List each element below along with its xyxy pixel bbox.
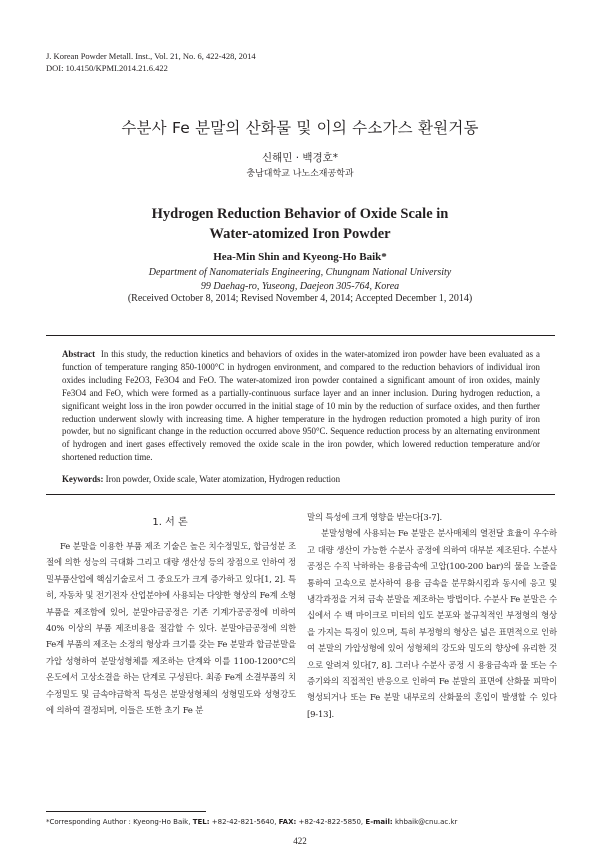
footnote-fax: +82-42-822-5850,	[298, 818, 364, 826]
footnote-rule	[46, 811, 206, 812]
title-english-line2: Water-atomized Iron Powder	[209, 226, 391, 242]
affiliation-korean: 충남대학교 나노소재공학과	[246, 169, 354, 179]
footnote-label: *Corresponding Author :	[46, 818, 131, 826]
page-number: 422	[293, 836, 307, 846]
footnote-email[interactable]: khbaik@cnu.ac.kr	[394, 818, 458, 826]
journal-citation: J. Korean Powder Metall. Inst., Vol. 21, No. 6, 422-428, 2014	[46, 51, 256, 61]
authors-korean: 신해민 · 백경호*	[261, 152, 339, 164]
corresponding-author-footnote	[46, 818, 457, 826]
authors-english: Hea-Min Shin and Kyeong-Ho Baik*	[213, 251, 387, 263]
affiliation-english-line2: 99 Daehag-ro, Yuseong, Daejeon 305-764, Korea	[200, 281, 400, 292]
body-column-right	[307, 509, 557, 722]
abstract-top-rule	[46, 335, 555, 336]
footnote-fax-label: FAX:	[278, 818, 297, 826]
keywords	[62, 474, 540, 484]
right-paragraph-2: 분말성형에 사용되는 Fe 분말은 분사매체의 열전달 효율이 우수하고 대량 생산이 가능한 수분사 공정에 의하여 대부분 제조된다. 수분사 공정은 수직 낙하하는 용융금속에 고압(100-200 bar)의 물을 노즐을 통하여 고속으로 분사하여 용융 금속을 분무화시킴과 동시에 응고 및 냉각과정을 거쳐 금속 분말을 제조하는 방법이다. 수분사 Fe 분말은 수 십에서 수 백 마이크로 미터의 입도 분포와 불규칙적인 부정형의 형상을 가지는 특징이 있으며, 특히 부정형의 형상은 넓은 표면적으로 인하여 분말의 가압성형에 있어 성형체의 강도와 밀도의 향상에 유리한 것으로 알려져 있다[7, 8]. 그러나 수분사 공정 시 용융금속과 물 또는 수증기와의 직접적인 반응으로 인하여 Fe 분말의 표면에 산화물 피막이 형성되거나 또는 Fe 분말 내부로의 산화물의 혼입이 발생할 수 있다[9-13].	[307, 528, 557, 719]
title-english	[0, 204, 600, 244]
affiliation-english	[0, 266, 600, 294]
journal-doi: DOI: 10.4150/KPMI.2014.21.6.422	[46, 62, 168, 73]
keywords-label: Keywords:	[62, 474, 104, 484]
title-english-line1: Hydrogen Reduction Behavior of Oxide Scale in	[151, 206, 449, 222]
section-heading-introduction: 1. 서 론	[152, 517, 188, 528]
affiliation-english-line1: Department of Nanomaterials Engineering, Chungnam National University	[148, 267, 452, 278]
abstract-bottom-rule	[46, 494, 555, 495]
received-dates: (Received October 8, 2014; Revised November 4, 2014; Accepted December 1, 2014)	[127, 293, 473, 304]
footnote-tel-label: TEL:	[192, 818, 210, 826]
body-column-left	[46, 538, 296, 718]
keywords-text: Iron powder, Oxide scale, Water atomization, Hydrogen reduction	[105, 474, 341, 484]
abstract-text: In this study, the reduction kinetics and behaviors of oxides in the water-atomized iron powder have been evaluated as a function of temperature ranging 850-1000°C in hydrogen environment, and compared to the reduction behaviors of individual iron oxides including Fe2O3, Fe3O4 and FeO. The water-atomized iron powder contained a significant amount of iron oxides, mainly Fe3O4 and FeO, which were formed as a partially-continuous surface layer and an inner inclusion. During hydrogen reduction, a significant weight loss in the iron powder occurred in the initial stage of 10 min by the reduction of surface oxides, and then further reduction underwent slowly with increasing time. A higher temperature in the hydrogen reduction promoted a high purity of iron powder, but no significant change in the reduction occurred above 950°C. Sequence reduction process by an alternating environment of hydrogen and inert gases effectively removed the oxide scale in the iron powder, which lowered reduction temperature and/or shortened reduction time.	[62, 349, 540, 463]
footnote-email-label: E-mail:	[365, 818, 393, 826]
abstract	[62, 348, 540, 464]
abstract-label: Abstract	[62, 349, 96, 359]
title-korean: 수분사 Fe 분말의 산화물 및 이의 수소가스 환원거동	[121, 119, 479, 137]
footnote-name: Kyeong-Ho Baik,	[133, 818, 191, 826]
left-paragraph-1: Fe 분말을 이용한 부품 제조 기술은 높은 치수정밀도, 합금성분 조절에 의한 성능의 극대화 그리고 대량 생산성 등의 장점으로 인하여 정밀부품산업에 핵심기술로서 그 중요도가 크게 증가하고 있다[1, 2]. 특히, 자동차 및 전기전자 산업분야에 사용되는 다양한 형상의 Fe계 소형 부품을 제조함에 있어, 분말야금공정은 기존 기계가공공정에 비하여 40% 이상의 부품 제조비용을 절감할 수 있다. 분말야금공정에 의한 Fe계 부품의 제조는 소정의 형상과 크기를 갖는 Fe 분말과 합금분말을 가압 성형하여 분말성형체를 제조하는 단계와 이를 1100-1200°C의 온도에서 고상소결을 하는 단계로 구성된다. 최종 Fe계 소결부품의 치수정밀도 및 금속야금학적 특성은 분말성형체의 성형밀도와 성형강도에 의하여 결정되며, 이들은 또한 초기 Fe 분	[46, 541, 296, 716]
right-paragraph-1: 말의 특성에 크게 영향을 받는다[3-7].	[307, 512, 443, 522]
footnote-tel: +82-42-821-5640,	[211, 818, 277, 826]
journal-header	[46, 51, 256, 74]
